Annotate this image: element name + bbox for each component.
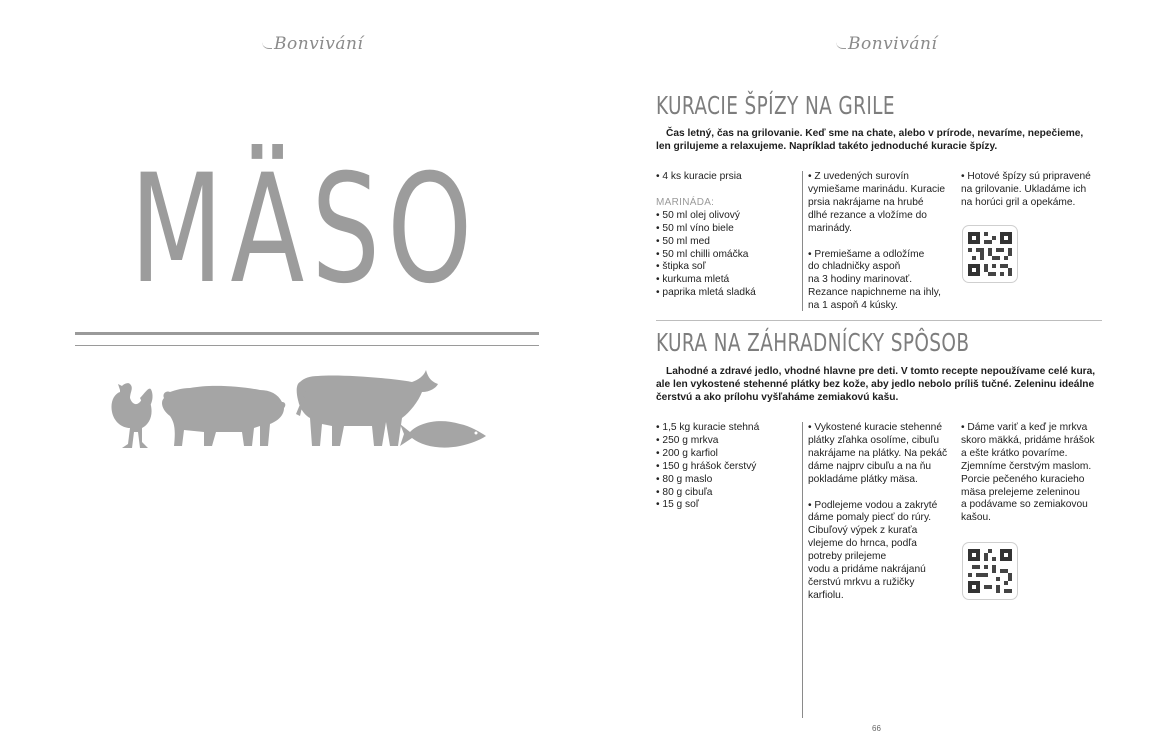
recipe2-title: KURA NA ZÁHRADNÍCKY SPÔSOB — [656, 328, 970, 357]
recipe2-ingredients — [656, 422, 806, 512]
ingredient: • paprika mletá sladká — [656, 287, 756, 299]
step-line: • Premiešame a odložíme — [808, 248, 925, 260]
recipe1-intro: Čas letný, čas na grilovanie. Keď sme na chate, alebo v prírode, nevaríme, nepečieme, len grilujeme a relaxujeme. Napríklad takéto jednoduché kuracie špízy. — [656, 128, 1084, 153]
step-line: a podávame so zemiakovou — [961, 499, 1088, 511]
step-line: Rezance napichneme na ihly, — [808, 287, 941, 299]
ingredient: • 1,5 kg kuracie stehná — [656, 422, 760, 433]
ingredient: • 15 g soľ — [656, 499, 699, 511]
step-line: vodu a pridáme nakrájanú — [808, 564, 926, 576]
marinade-label: MARINÁDA: — [656, 196, 715, 208]
recipe1-steps-col2 — [808, 171, 958, 313]
recipe1-ingredients — [656, 171, 806, 300]
ingredient: • štipka soľ — [656, 261, 706, 273]
step-line: kašou. — [961, 512, 992, 524]
recipe2-steps-col2 — [808, 422, 958, 603]
ingredient: • kurkuma mletá — [656, 274, 730, 286]
logo-left — [262, 34, 363, 54]
logo-text: Bonvivání — [848, 34, 938, 54]
ingredient: • 250 g mrkva — [656, 434, 719, 446]
logo-right — [836, 34, 937, 54]
recipe1-steps-col3 — [961, 171, 1111, 210]
recipe2-steps-col3 — [961, 422, 1111, 525]
ingredient: • 80 g maslo — [656, 473, 713, 485]
page-number: 66 — [872, 724, 881, 733]
step-line: do chladničky aspoň — [808, 261, 901, 273]
step-line: na 3 hodiny marinovať. — [808, 274, 913, 286]
ingredient: • 50 ml víno biele — [656, 222, 734, 234]
recipe1-title: KURACIE ŠPÍZY NA GRILE — [656, 91, 895, 120]
ingredient: • 50 ml med — [656, 235, 710, 247]
column-divider — [802, 171, 803, 311]
title-underline-thin — [75, 345, 539, 346]
step-line: mäsa prelejeme zeleninou — [961, 486, 1080, 498]
step-line: marinády. — [808, 222, 852, 234]
chapter-title: MÄSO — [130, 143, 480, 317]
step-line: pokladáme plátky mäsa. — [808, 473, 918, 485]
step-line: Zjemníme čerstvým maslom. — [961, 460, 1092, 472]
step-line: skoro mäkká, pridáme hrášok — [961, 434, 1095, 446]
column-divider — [802, 422, 803, 718]
step-line: Porcie pečeného kuracieho — [961, 473, 1085, 485]
title-underline-thick — [75, 332, 539, 335]
step-line: dáme najprv cibuľu a na ňu — [808, 460, 932, 472]
ingredient: • 4 ks kuracie prsia — [656, 171, 742, 182]
ingredient: • 200 g karfiol — [656, 447, 718, 459]
step-line: dáme pomaly piecť do rúry. — [808, 512, 932, 524]
step-line: • Podlejeme vodou a zakryté — [808, 499, 938, 511]
step-line: • Dáme variť a keď je mrkva — [961, 422, 1088, 433]
step-line: na horúci gril a opekáme. — [961, 196, 1076, 208]
step-line: • Vykostené kuracie stehenné — [808, 422, 943, 433]
step-line: karfiolu. — [808, 589, 844, 601]
step-line: Cibuľový výpek z kuraťa — [808, 525, 918, 537]
step-line: vymiešame marinádu. Kuracie — [808, 183, 946, 195]
step-line: plátky zľahka osolíme, cibuľu — [808, 434, 940, 446]
recipe2-intro: Lahodné a zdravé jedlo, vhodné hlavne pre deti. V tomto recepte nepoužívame celé kura, ale len vykostené stehenné plátky bez kože, aby jedlo nebolo príliš tučné. Zeleninu ideálne čerstvú a ako prílohu vyšľaháme zemiakovú kašu. — [656, 366, 1096, 404]
step-line: nakrájame na plátky. Na pekáč — [808, 447, 948, 459]
rooster-icon — [111, 383, 152, 448]
qr-code-icon[interactable] — [962, 542, 1018, 600]
logo-text: Bonvivání — [274, 34, 364, 54]
step-line: dlhé rezance a vložíme do — [808, 209, 927, 221]
step-line: • Hotové špízy sú pripravené — [961, 171, 1091, 182]
step-line: potreby prilejeme — [808, 551, 887, 563]
step-line: vlejeme do hrnca, podľa — [808, 538, 917, 550]
section-divider — [656, 320, 1102, 321]
pig-icon — [162, 386, 285, 446]
qr-code-icon[interactable] — [962, 225, 1018, 283]
step-line: čerstvú mrkvu a ružičky — [808, 576, 915, 588]
step-line: na grilovanie. Ukladáme ich — [961, 183, 1087, 195]
step-line: na 1 aspoň 4 kúsky. — [808, 300, 898, 312]
step-line: • Z uvedených surovín — [808, 171, 909, 182]
fish-icon — [400, 421, 486, 447]
animal-silhouettes — [100, 362, 500, 457]
ingredient: • 80 g cibuľa — [656, 486, 713, 498]
step-line: prsia nakrájame na hrubé — [808, 196, 924, 208]
step-line: a ešte krátko povaríme. — [961, 447, 1068, 459]
ingredient: • 150 g hrášok čerstvý — [656, 460, 757, 472]
ingredient: • 50 ml olej olivový — [656, 209, 740, 221]
ingredient: • 50 ml chilli omáčka — [656, 248, 749, 260]
